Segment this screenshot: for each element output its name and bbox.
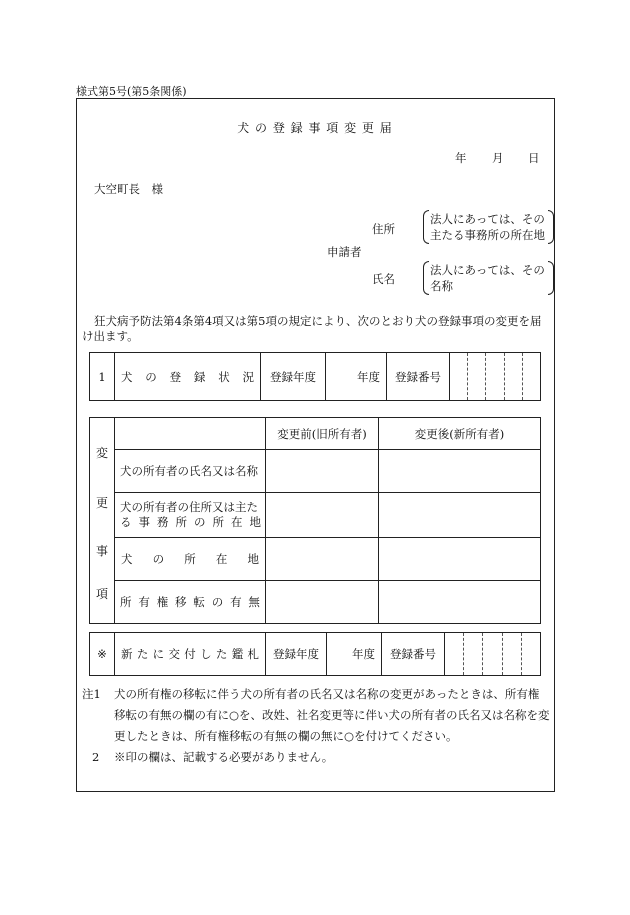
side-char: 更	[96, 496, 109, 510]
status-reg-year-label: 登録年度	[261, 353, 326, 401]
status-reg-year-field[interactable]: 年度	[326, 353, 387, 401]
side-char: 事	[96, 544, 109, 558]
name-note-line2: 名称	[430, 279, 453, 293]
transfer-after[interactable]	[379, 581, 541, 624]
date-month[interactable]: 月	[492, 151, 504, 165]
date-day[interactable]: 日	[528, 151, 540, 165]
date-year[interactable]: 年	[455, 151, 467, 165]
change-table	[89, 417, 541, 624]
note2-text: ※印の欄は、記載する必要がありません。	[114, 750, 334, 764]
address-note-line2: 主たる事務所の所在地	[430, 228, 545, 242]
note2-label: 2	[92, 750, 100, 764]
note1-line3: 更したときは、所有権移転の有無の欄の無に○を付けてください。	[114, 729, 458, 743]
row-location-label: 犬 の 所 在 地	[115, 538, 266, 581]
dog-status-table	[89, 352, 541, 401]
owner-address-after[interactable]	[379, 493, 541, 538]
table-row	[90, 581, 541, 624]
name-note-line1: 法人にあっては、その	[430, 263, 545, 277]
applicant-label: 申請者	[327, 245, 362, 259]
status-reg-number-label: 登録番号	[387, 353, 450, 401]
intro-text-line2: け出ます。	[82, 329, 139, 343]
note1-line1: 犬の所有権の移転に伴う犬の所有者の氏名又は名称の変更があったときは、所有権	[114, 687, 540, 701]
new-tag-reg-year-field[interactable]: 年度	[327, 633, 382, 676]
page-title: 犬 の 登 録 事 項 変 更 届	[237, 121, 393, 135]
transfer-before[interactable]	[266, 581, 379, 624]
table-row	[90, 538, 541, 581]
new-tag-table	[89, 632, 541, 676]
address-label: 住所	[372, 222, 395, 236]
name-label: 氏名	[372, 272, 395, 286]
location-before[interactable]	[266, 538, 379, 581]
row-transfer-label: 所 有 権 移 転 の 有 無	[115, 581, 266, 624]
header-before: 変更前(旧所有者)	[266, 418, 379, 450]
status-row-number: 1	[90, 353, 115, 401]
note1-label: 注1	[82, 687, 101, 701]
side-char: 項	[96, 587, 109, 601]
mark: ※	[90, 633, 115, 676]
owner-name-after[interactable]	[379, 450, 541, 493]
row-owner-address-label: 犬の所有者の住所又は主た る 事 務 所 の 所 在 地	[115, 493, 266, 538]
status-reg-number-field[interactable]	[450, 353, 541, 401]
status-row-label: 犬 の 登 録 状 況	[115, 353, 261, 401]
row-new-tag-label: 新 た に 交 付 し た 鑑 札	[115, 633, 266, 676]
row-owner-name-label: 犬の所有者の氏名又は名称	[115, 450, 266, 493]
location-after[interactable]	[379, 538, 541, 581]
table-row	[90, 493, 541, 538]
header-after: 変更後(新所有者)	[379, 418, 541, 450]
new-tag-reg-number-field[interactable]	[445, 633, 541, 676]
addressee: 大空町長 様	[94, 182, 163, 196]
new-tag-reg-year-label: 登録年度	[266, 633, 327, 676]
address-note-line1: 法人にあっては、その	[430, 212, 545, 226]
side-char: 変	[96, 446, 109, 460]
owner-address-before[interactable]	[266, 493, 379, 538]
form-number: 様式第5号(第5条関係)	[76, 85, 187, 98]
notes	[82, 684, 552, 768]
table-row	[90, 450, 541, 493]
intro-text-line1: 狂犬病予防法第4条第4項又は第5項の規定により、次のとおり犬の登録事項の変更を届	[94, 314, 542, 328]
owner-name-before[interactable]	[266, 450, 379, 493]
note1-line2: 移転の有無の欄の有に○を、改姓、社名変更等に伴い犬の所有者の氏名又は名称を変	[114, 708, 550, 722]
new-tag-reg-number-label: 登録番号	[382, 633, 445, 676]
